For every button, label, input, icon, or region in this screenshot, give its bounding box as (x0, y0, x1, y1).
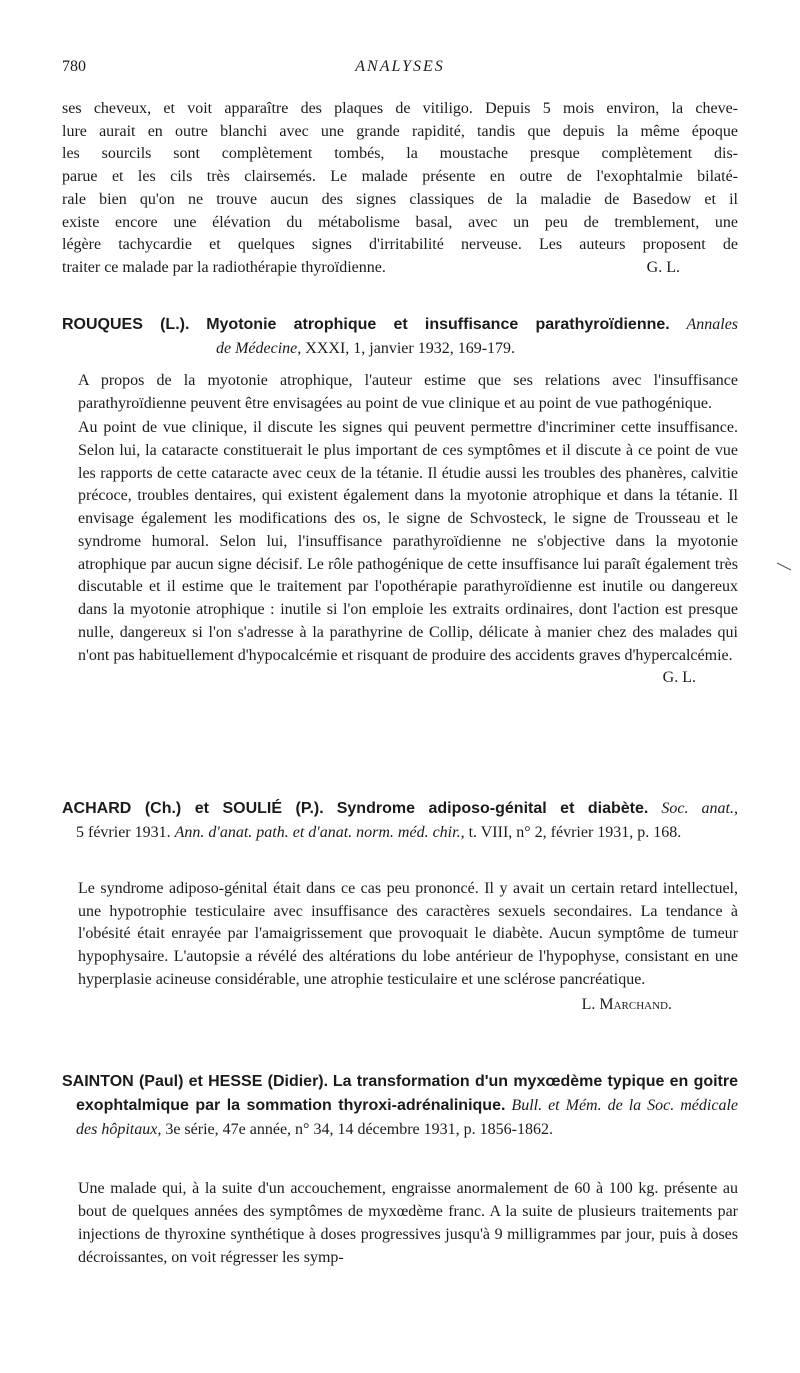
entry-reference (62, 821, 738, 845)
paragraph: Une malade qui, à la suite d'un accouchement, engraisse anormalement de 60 à 100 kg. présente au bout de quelques années des symptômes de myxœdème franc. A la suite de plusieurs traitements par injections de thyroxine synthétique à doses progressives jusqu'à 9 milligrammes par jour, puis à doses décroissantes, on voit régresser les symp- (78, 1180, 738, 1266)
margin-mark-icon (776, 561, 792, 573)
intro-line: existe encore une élévation du métabolisme basal, avec un peu de tremblement, une (62, 213, 738, 231)
entry-journal: Bull. et Mém. de la Soc. médicale des hôpitaux, (76, 1097, 739, 1138)
page-header (62, 58, 738, 82)
intro-last-line: traiter ce malade par la radiothérapie thyroïdienne. (62, 258, 386, 276)
intro-line: lure aurait en outre blanchi avec une grande rapidité, tandis que depuis la même époque (62, 122, 738, 140)
signature: G. L. (662, 669, 696, 687)
entry-title: La transformation d'un myxœdème typique en goitre exophtalmique par la sommation thyroxi-adrénalinique. (76, 1073, 739, 1114)
entry-journal-cont: de Médecine, (216, 340, 302, 357)
intro-line: ses cheveux, et voit apparaître des plaques de vitiligo. Depuis 5 mois environ, la cheve- (62, 100, 738, 117)
entry-authors: ACHARD (Ch.) et SOULIÉ (P.). (62, 800, 324, 817)
entry-heading (62, 797, 738, 821)
intro-line: légère tachycardie et quelques signes d'irritabilité nerveuse. Les auteurs proposent de (62, 236, 738, 254)
signature: G. L. (646, 258, 680, 276)
entry-ref: 3e série, 47e année, n° 34, 14 décembre 1931, p. 1856-1862. (165, 1121, 553, 1138)
entry-sainton (62, 1070, 738, 1142)
entry-rouques (62, 313, 738, 361)
entry-rouques-body (62, 370, 738, 689)
paragraph: A propos de la myotonie atrophique, l'auteur estime que ses relations avec l'insuffisance parathyroïdienne peuvent être envisagées au point de vue clinique et au point de vue pathogénique. (78, 372, 738, 412)
entry-achard (62, 797, 738, 845)
intro-line: les sourcils sont complètement tombés, la moustache presque complètement dis- (62, 145, 738, 163)
entry-ref: XXXI, 1, janvier 1932, 169-179. (305, 340, 516, 357)
entry-authors: SAINTON (Paul) et HESSE (Didier). (62, 1073, 329, 1090)
entry-journal: Annales (686, 316, 739, 333)
paragraph: Au point de vue clinique, il discute les signes qui peuvent permettre d'incriminer cette insuffisance. Selon lui, la cataracte constituerait le plus important de ces symptômes et il discute à ce point de vue les rapports de cette cataracte avec ceux de la tétanie. Il étudie aussi les troubles des phanères, calvitie précoce, troubles dentaires, qui existent également dans la myotonie atrophique et dans la tétanie. Il envisage également les modifications des os, le signe de Schvosteck, le signe de Trousseau et le syndrome humoral. Selon lui, l'insuffisance parathyroïdienne ne s'objective dans la myotonie atrophique par aucun signe décisif. Le rôle pathogénique de cette insuffisance lui paraît également très discutable et il estime que le traitement par l'opothérapie parathyroïdienne est inutile ou dangereux dans la myotonie atrophique : inutile si l'on emploie les extraits ordinaires, dont l'action est presque nulle, dangereux si l'on s'adresse à la parathyrine de Collip, délicate à manier chez des malades qui n'ont pas habituellement d'hypocalcémie et risquant de produire des accidents graves d'hypercalcémie. (78, 419, 738, 664)
intro-line: parue et les cils très clairsemés. Le malade présente en outre de l'exophtalmie bilaté- (62, 168, 738, 186)
page-number: 780 (62, 58, 86, 75)
intro-line: rale bien qu'on ne trouve aucun des signes classiques de la maladie de Basedow et il (62, 190, 738, 208)
running-title: ANALYSES (355, 58, 445, 75)
entry-title: Syndrome adiposo-génital et diabète. (336, 800, 649, 817)
entry-date: 5 février 1931. (76, 824, 171, 841)
entry-title: Myotonie atrophique et insuffisance parathyroïdienne. (206, 316, 670, 333)
entry-achard-body (62, 878, 738, 1018)
signature: L. Marchand. (581, 995, 672, 1013)
entry-source: Soc. anat., (661, 800, 738, 817)
entry-heading (62, 313, 738, 337)
entry-journal: Ann. d'anat. path. et d'anat. norm. méd. chir., (174, 824, 465, 841)
entry-heading (62, 1070, 738, 1142)
entry-sainton-body (62, 1177, 738, 1269)
paragraph: Le syndrome adiposo-génital était dans ce cas peu prononcé. Il y avait un certain retard intellectuel, une hypotrophie testiculaire avec insuffisance des caractères sexuels secondaires. La tendance à l'obésité était enrayée par l'amaigrissement que provoquait le diabète. Aucun symptôme de tumeur hypophysaire. L'autopsie a révélé des altérations du lobe antérieur de l'hypophyse, consistant en une hyperplasie acineuse considérable, une atrophie testiculaire et une sclérose pancréatique. (78, 880, 738, 988)
intro-section (62, 98, 738, 280)
entry-reference (62, 337, 738, 361)
entry-author: ROUQUES (L.). (62, 316, 190, 333)
entry-ref: t. VIII, n° 2, février 1931, p. 168. (468, 824, 682, 841)
